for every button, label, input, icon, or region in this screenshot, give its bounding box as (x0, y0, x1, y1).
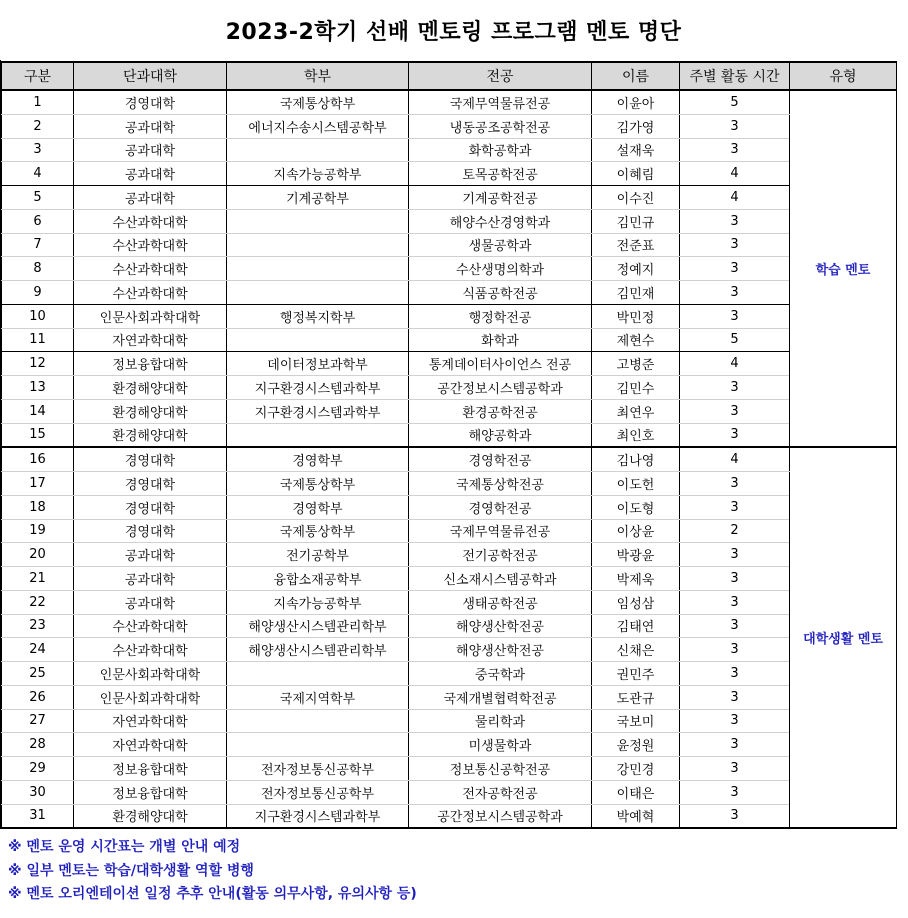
cell-college: 자연과학대학 (74, 709, 227, 733)
cell-weekly-hours: 3 (680, 423, 790, 447)
cell-name: 이혜림 (592, 162, 680, 186)
cell-weekly-hours: 5 (680, 328, 790, 352)
table-row (2, 757, 897, 781)
column-header-division: 학부 (227, 62, 409, 90)
cell-major: 미생물학과 (409, 733, 592, 757)
cell-no: 1 (2, 90, 74, 114)
cell-name: 도관규 (592, 685, 680, 709)
column-header-no: 구분 (2, 62, 74, 90)
cell-college: 공과대학 (74, 138, 227, 162)
cell-division: 해양생산시스템관리학부 (227, 638, 409, 662)
cell-college: 인문사회과학대학 (74, 685, 227, 709)
cell-name: 신채은 (592, 638, 680, 662)
cell-division: 국제통상학부 (227, 519, 409, 543)
cell-weekly-hours: 5 (680, 90, 790, 114)
cell-college: 공과대학 (74, 114, 227, 138)
cell-name: 임성삼 (592, 590, 680, 614)
cell-no: 30 (2, 780, 74, 804)
cell-weekly-hours: 3 (680, 662, 790, 686)
cell-division: 기계공학부 (227, 186, 409, 210)
table-row (2, 567, 897, 591)
cell-division: 경영학부 (227, 495, 409, 519)
table-row (2, 399, 897, 423)
column-header-type: 유형 (790, 62, 897, 90)
cell-weekly-hours: 3 (680, 399, 790, 423)
cell-no: 31 (2, 804, 74, 828)
cell-no: 15 (2, 423, 74, 447)
cell-division: 지구환경시스템과학부 (227, 804, 409, 828)
table-row (2, 733, 897, 757)
cell-no: 6 (2, 209, 74, 233)
cell-division (227, 733, 409, 757)
column-header-college: 단과대학 (74, 62, 227, 90)
mentor-table (1, 61, 897, 829)
cell-college: 수산과학대학 (74, 209, 227, 233)
cell-major: 통계데이터사이언스 전공 (409, 352, 592, 376)
cell-college: 경영대학 (74, 519, 227, 543)
cell-college: 환경해양대학 (74, 804, 227, 828)
cell-name: 이도헌 (592, 472, 680, 496)
cell-weekly-hours: 3 (680, 304, 790, 328)
table-row (2, 780, 897, 804)
cell-no: 12 (2, 352, 74, 376)
cell-name: 최연우 (592, 399, 680, 423)
cell-weekly-hours: 4 (680, 186, 790, 210)
cell-division (227, 257, 409, 281)
table-body (2, 90, 897, 828)
cell-name: 고병준 (592, 352, 680, 376)
table-row (2, 233, 897, 257)
cell-weekly-hours: 3 (680, 281, 790, 305)
cell-no: 28 (2, 733, 74, 757)
cell-major: 경영학전공 (409, 495, 592, 519)
cell-division (227, 423, 409, 447)
cell-college: 환경해양대학 (74, 376, 227, 400)
table-row (2, 376, 897, 400)
cell-weekly-hours: 3 (680, 709, 790, 733)
page-title: 2023-2학기 선배 멘토링 프로그램 멘토 명단 (225, 19, 682, 45)
cell-major: 환경공학전공 (409, 399, 592, 423)
cell-division (227, 709, 409, 733)
cell-major: 생물공학과 (409, 233, 592, 257)
cell-major: 공간정보시스템공학과 (409, 376, 592, 400)
cell-college: 경영대학 (74, 90, 227, 114)
cell-weekly-hours: 3 (680, 685, 790, 709)
table-row (2, 685, 897, 709)
table-row (2, 138, 897, 162)
cell-no: 16 (2, 447, 74, 471)
cell-name: 박제욱 (592, 567, 680, 591)
cell-name: 이도형 (592, 495, 680, 519)
cell-weekly-hours: 3 (680, 804, 790, 828)
table-row (2, 352, 897, 376)
cell-division: 경영학부 (227, 447, 409, 471)
cell-name: 전준표 (592, 233, 680, 257)
cell-major: 토목공학전공 (409, 162, 592, 186)
cell-name: 김민재 (592, 281, 680, 305)
cell-name: 이윤아 (592, 90, 680, 114)
table-header-row (2, 62, 897, 90)
cell-major: 해양수산경영학과 (409, 209, 592, 233)
table-row (2, 162, 897, 186)
cell-no: 11 (2, 328, 74, 352)
cell-college: 인문사회과학대학 (74, 662, 227, 686)
cell-college: 수산과학대학 (74, 281, 227, 305)
cell-division (227, 209, 409, 233)
cell-college: 인문사회과학대학 (74, 304, 227, 328)
cell-college: 수산과학대학 (74, 257, 227, 281)
cell-weekly-hours: 3 (680, 376, 790, 400)
cell-college: 공과대학 (74, 590, 227, 614)
cell-college: 공과대학 (74, 186, 227, 210)
cell-major: 화학공학과 (409, 138, 592, 162)
cell-no: 20 (2, 543, 74, 567)
cell-no: 26 (2, 685, 74, 709)
cell-division: 데이터정보과학부 (227, 352, 409, 376)
cell-no: 3 (2, 138, 74, 162)
cell-major: 중국학과 (409, 662, 592, 686)
cell-major: 수산생명의학과 (409, 257, 592, 281)
cell-college: 경영대학 (74, 447, 227, 471)
cell-weekly-hours: 3 (680, 209, 790, 233)
cell-weekly-hours: 3 (680, 757, 790, 781)
table-row (2, 709, 897, 733)
column-header-weekly-hours: 주별 활동 시간 (680, 62, 790, 90)
cell-college: 환경해양대학 (74, 423, 227, 447)
cell-college: 수산과학대학 (74, 614, 227, 638)
cell-no: 24 (2, 638, 74, 662)
cell-name: 권민주 (592, 662, 680, 686)
cell-major: 해양생산학전공 (409, 614, 592, 638)
cell-major: 기계공학전공 (409, 186, 592, 210)
cell-major: 경영학전공 (409, 447, 592, 471)
cell-weekly-hours: 3 (680, 543, 790, 567)
cell-division: 전기공학부 (227, 543, 409, 567)
cell-division: 지속가능공학부 (227, 162, 409, 186)
cell-college: 정보융합대학 (74, 352, 227, 376)
table-row (2, 257, 897, 281)
note-dual-role: ※ 일부 멘토는 학습/대학생활 역할 병행 (8, 862, 254, 879)
cell-division: 에너지수송시스템공학부 (227, 114, 409, 138)
cell-major: 국제무역물류전공 (409, 519, 592, 543)
cell-major: 전기공학전공 (409, 543, 592, 567)
table-row (2, 662, 897, 686)
cell-college: 자연과학대학 (74, 328, 227, 352)
cell-name: 김가영 (592, 114, 680, 138)
table-row (2, 186, 897, 210)
table-row (2, 447, 897, 471)
cell-no: 8 (2, 257, 74, 281)
cell-major: 국제통상학전공 (409, 472, 592, 496)
cell-no: 7 (2, 233, 74, 257)
cell-no: 22 (2, 590, 74, 614)
cell-weekly-hours: 3 (680, 495, 790, 519)
cell-no: 17 (2, 472, 74, 496)
cell-weekly-hours: 3 (680, 780, 790, 804)
cell-college: 정보융합대학 (74, 757, 227, 781)
cell-name: 최인호 (592, 423, 680, 447)
cell-weekly-hours: 3 (680, 472, 790, 496)
table-row (2, 209, 897, 233)
cell-major: 물리학과 (409, 709, 592, 733)
cell-division: 국제통상학부 (227, 90, 409, 114)
cell-division (227, 281, 409, 305)
cell-no: 10 (2, 304, 74, 328)
table-row (2, 472, 897, 496)
cell-major: 공간정보시스템공학과 (409, 804, 592, 828)
cell-major: 냉동공조공학전공 (409, 114, 592, 138)
cell-no: 5 (2, 186, 74, 210)
cell-weekly-hours: 3 (680, 614, 790, 638)
table-row (2, 614, 897, 638)
cell-no: 4 (2, 162, 74, 186)
cell-weekly-hours: 4 (680, 162, 790, 186)
cell-major: 전자공학전공 (409, 780, 592, 804)
notes (8, 836, 417, 907)
cell-weekly-hours: 3 (680, 257, 790, 281)
cell-no: 21 (2, 567, 74, 591)
cell-weekly-hours: 3 (680, 567, 790, 591)
cell-weekly-hours: 3 (680, 590, 790, 614)
column-header-major: 전공 (409, 62, 592, 90)
cell-weekly-hours: 3 (680, 114, 790, 138)
cell-name: 이태은 (592, 780, 680, 804)
cell-division: 해양생산시스템관리학부 (227, 614, 409, 638)
cell-college: 공과대학 (74, 162, 227, 186)
cell-name: 강민경 (592, 757, 680, 781)
cell-name: 이상윤 (592, 519, 680, 543)
cell-division (227, 662, 409, 686)
table-row (2, 638, 897, 662)
cell-major: 정보통신공학전공 (409, 757, 592, 781)
cell-weekly-hours: 2 (680, 519, 790, 543)
cell-weekly-hours: 3 (680, 233, 790, 257)
cell-division: 국제지역학부 (227, 685, 409, 709)
cell-division (227, 233, 409, 257)
table-row (2, 423, 897, 447)
cell-weekly-hours: 3 (680, 733, 790, 757)
table-row (2, 495, 897, 519)
cell-weekly-hours: 4 (680, 352, 790, 376)
cell-name: 이수진 (592, 186, 680, 210)
type-campus-life-mentor: 대학생활 멘토 (790, 447, 897, 828)
table-row (2, 543, 897, 567)
cell-no: 23 (2, 614, 74, 638)
cell-name: 박민정 (592, 304, 680, 328)
cell-college: 자연과학대학 (74, 733, 227, 757)
cell-name: 김태연 (592, 614, 680, 638)
cell-major: 생태공학전공 (409, 590, 592, 614)
cell-division: 지구환경시스템과학부 (227, 376, 409, 400)
table-row (2, 519, 897, 543)
cell-no: 29 (2, 757, 74, 781)
cell-name: 설재욱 (592, 138, 680, 162)
cell-no: 19 (2, 519, 74, 543)
table-row (2, 304, 897, 328)
cell-college: 환경해양대학 (74, 399, 227, 423)
cell-no: 14 (2, 399, 74, 423)
cell-major: 해양생산학전공 (409, 638, 592, 662)
cell-college: 공과대학 (74, 567, 227, 591)
cell-no: 2 (2, 114, 74, 138)
cell-name: 김민수 (592, 376, 680, 400)
cell-no: 27 (2, 709, 74, 733)
table-row (2, 90, 897, 114)
cell-name: 김민규 (592, 209, 680, 233)
cell-no: 13 (2, 376, 74, 400)
cell-division: 융합소재공학부 (227, 567, 409, 591)
cell-division: 행정복지학부 (227, 304, 409, 328)
table-row (2, 328, 897, 352)
cell-name: 제현수 (592, 328, 680, 352)
cell-no: 18 (2, 495, 74, 519)
cell-college: 공과대학 (74, 543, 227, 567)
cell-major: 식품공학전공 (409, 281, 592, 305)
cell-division: 국제통상학부 (227, 472, 409, 496)
cell-college: 수산과학대학 (74, 233, 227, 257)
cell-college: 경영대학 (74, 472, 227, 496)
table-row (2, 281, 897, 305)
cell-weekly-hours: 3 (680, 138, 790, 162)
table-row (2, 804, 897, 828)
cell-name: 윤정원 (592, 733, 680, 757)
cell-weekly-hours: 4 (680, 447, 790, 471)
cell-major: 신소재시스템공학과 (409, 567, 592, 591)
cell-major: 해양공학과 (409, 423, 592, 447)
column-header-name: 이름 (592, 62, 680, 90)
cell-division: 전자정보통신공학부 (227, 780, 409, 804)
cell-division: 지구환경시스템과학부 (227, 399, 409, 423)
cell-major: 행정학전공 (409, 304, 592, 328)
cell-division (227, 138, 409, 162)
table-row (2, 114, 897, 138)
cell-no: 9 (2, 281, 74, 305)
cell-no: 25 (2, 662, 74, 686)
cell-weekly-hours: 3 (680, 638, 790, 662)
cell-major: 국제무역물류전공 (409, 90, 592, 114)
cell-major: 화학과 (409, 328, 592, 352)
cell-major: 국제개별협력학전공 (409, 685, 592, 709)
cell-division (227, 328, 409, 352)
cell-name: 정예지 (592, 257, 680, 281)
cell-college: 경영대학 (74, 495, 227, 519)
cell-division: 전자정보통신공학부 (227, 757, 409, 781)
cell-college: 정보융합대학 (74, 780, 227, 804)
note-orientation: ※ 멘토 오리엔테이션 일정 추후 안내(활동 의무사항, 유의사항 등) (8, 886, 417, 902)
type-learning-mentor: 학습 멘토 (790, 90, 897, 447)
cell-division: 지속가능공학부 (227, 590, 409, 614)
cell-name: 국보미 (592, 709, 680, 733)
cell-name: 박광윤 (592, 543, 680, 567)
cell-college: 수산과학대학 (74, 638, 227, 662)
cell-name: 박예혁 (592, 804, 680, 828)
cell-name: 김나영 (592, 447, 680, 471)
note-schedule: ※ 멘토 운영 시간표는 개별 안내 예정 (8, 839, 241, 855)
table-row (2, 590, 897, 614)
